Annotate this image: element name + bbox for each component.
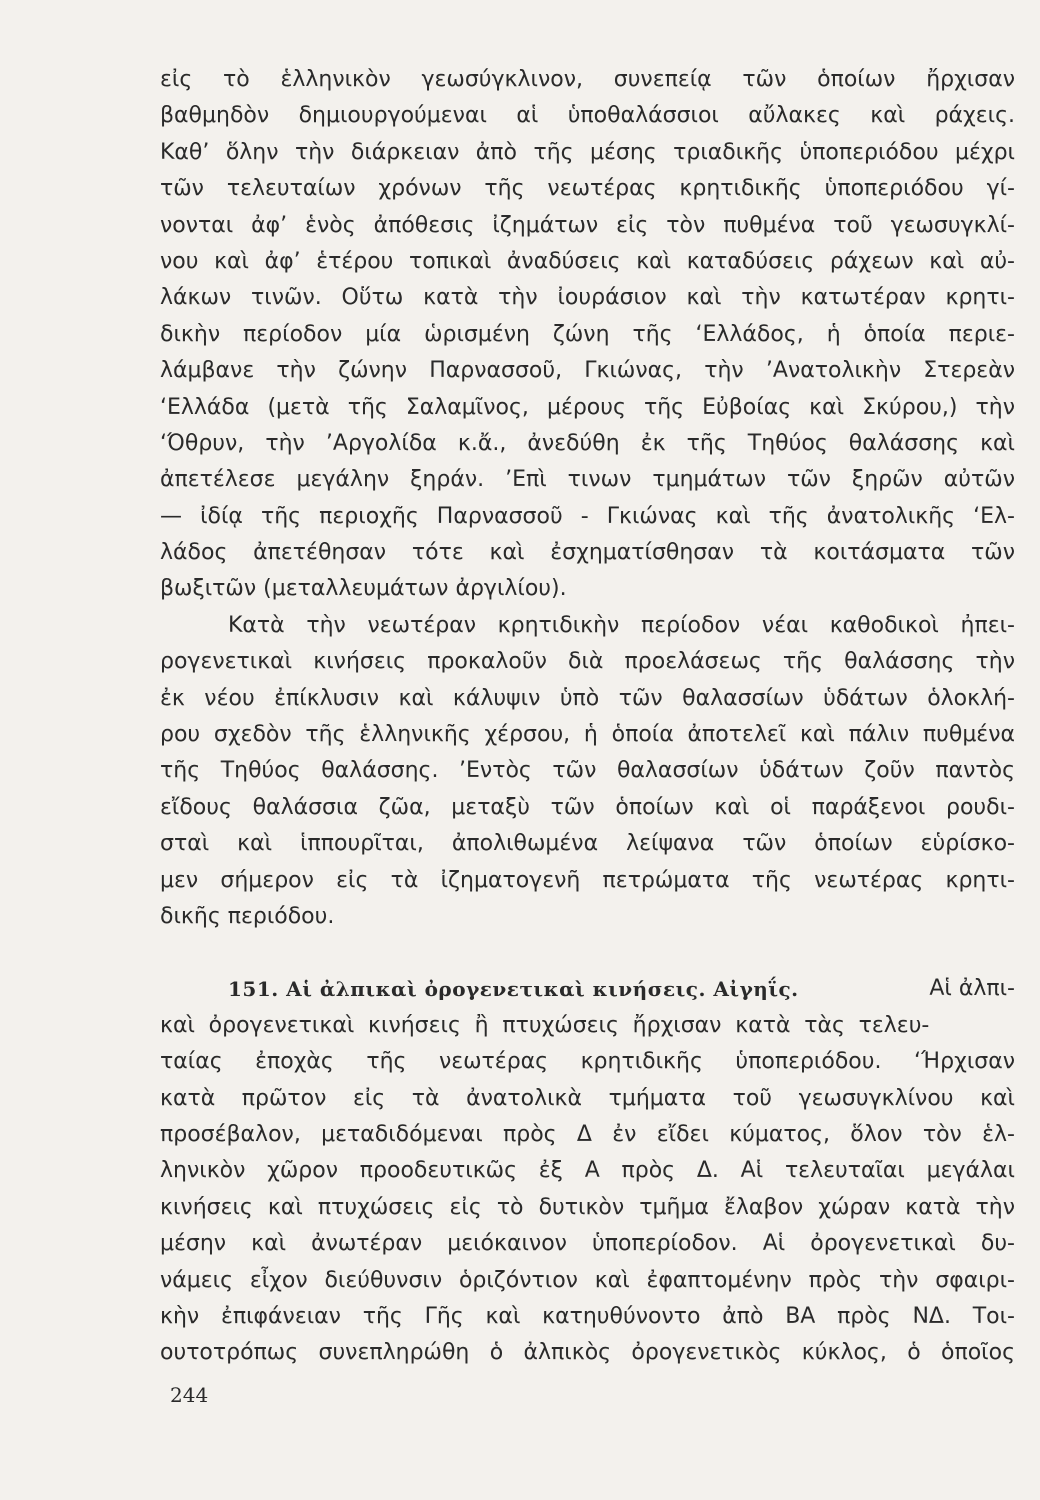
text-line: μέσην καὶ ἀνωτέραν μειόκαινον ὑποπερίοδον. Αἱ ὀρογενετικαὶ δυ- bbox=[160, 1231, 1015, 1257]
section-heading-continuation: Αἱ ἀλπι- bbox=[929, 976, 1015, 1002]
text-line: ‘Ελλάδα (μετὰ τῆς Σαλαμῖνος, μέρους τῆς Εὐβοίας καὶ Σκύρου,) τὴν bbox=[160, 394, 1015, 420]
text-line: σταὶ καὶ ἱππουρῖται, ἀπολιθωμένα λείψανα τῶν ὁποίων εὑρίσκο- bbox=[160, 831, 1015, 857]
text-line: μεν σήμερον εἰς τὰ ἰζηματογενῆ πετρώματα τῆς νεωτέρας κρητι- bbox=[160, 867, 1015, 893]
text-line: προσέβαλον, μεταδιδόμεναι πρὸς Δ ἐν εἴδει κύματος, ὅλον τὸν ἑλ- bbox=[160, 1121, 1015, 1147]
section-151 bbox=[160, 971, 1015, 1371]
text-line: ἐκ νέου ἐπίκλυσιν καὶ κάλυψιν ὑπὸ τῶν θαλασσίων ὑδάτων ὁλοκλή- bbox=[160, 685, 1015, 711]
text-line: ‘Όθρυν, τὴν ’Αργολίδα κ.ἄ., ἀνεδύθη ἐκ τῆς Τηθύος θαλάσσης καὶ bbox=[160, 430, 1015, 456]
text-line: τῶν τελευταίων χρόνων τῆς νεωτέρας κρητιδικῆς ὑποπεριόδου γί- bbox=[160, 176, 1015, 202]
text-line: τῆς Τηθύος θαλάσσης. ’Εντὸς τῶν θαλασσίων ὑδάτων ζοῦν παντὸς bbox=[160, 758, 1015, 784]
page-body bbox=[160, 62, 1015, 1372]
text-line: ρογενετικαὶ κινήσεις προκαλοῦν διὰ προελάσεως τῆς θαλάσσης τὴν bbox=[160, 649, 1015, 675]
text-line: νάμεις εἶχον διεύθυνσιν ὁριζόντιον καὶ ἐφαπτομένην πρὸς τὴν σφαιρι- bbox=[160, 1267, 1015, 1293]
text-line: ρου σχεδὸν τῆς ἑλληνικῆς χέρσου, ἡ ὁποία ἀποτελεῖ καὶ πάλιν πυθμένα bbox=[160, 722, 1015, 748]
section-spacer bbox=[160, 935, 1015, 971]
text-line: Κατὰ τὴν νεωτέραν κρητιδικὴν περίοδον νέαι καθοδικοὶ ἠπει- bbox=[228, 612, 1015, 638]
text-line: ταίας ἐποχὰς τῆς νεωτέρας κρητιδικῆς ὑποπεριόδου. ‘Ήρχισαν bbox=[160, 1049, 1015, 1075]
text-line: κὴν ἐπιφάνειαν τῆς Γῆς καὶ κατηυθύνοντο ἀπὸ ΒΑ πρὸς ΝΔ. Τοι- bbox=[160, 1303, 1015, 1329]
section-heading: 151. Αἱ ἀλπικαὶ ὀρογενετικαὶ κινήσεις. Αἰγηΐς. bbox=[228, 977, 799, 1002]
text-line: δικὴν περίοδον μία ὡρισμένη ζώνη τῆς ‘Ελλάδος, ἡ ὁποία περιε- bbox=[160, 321, 1015, 347]
text-line: λάμβανε τὴν ζώνην Παρνασσοῦ, Γκιώνας, τὴν ’Ανατολικὴν Στερεὰν bbox=[160, 358, 1015, 384]
page-number: 244 bbox=[170, 1383, 209, 1407]
text-line: λάδος ἀπετέθησαν τότε καὶ ἐσχηματίσθησαν τὰ κοιτάσματα τῶν bbox=[160, 540, 1015, 566]
text-line: κινήσεις καὶ πτυχώσεις εἰς τὸ δυτικὸν τμῆμα ἔλαβον χώραν κατὰ τὴν bbox=[160, 1194, 1015, 1220]
text-line: ουτοτρόπως συνεπληρώθη ὁ ἀλπικὸς ὀρογενετικὸς κύκλος, ὁ ὁποῖος bbox=[160, 1340, 1015, 1366]
paragraph-2 bbox=[160, 608, 1015, 936]
text-line: εἴδους θαλάσσια ζῶα, μεταξὺ τῶν ὁποίων καὶ οἱ παράξενοι ρουδι- bbox=[160, 794, 1015, 820]
text-line: ληνικὸν χῶρον προοδευτικῶς ἐξ Α πρὸς Δ. Αἱ τελευταῖαι μεγάλαι bbox=[160, 1158, 1015, 1184]
text-line: — ἰδίᾳ τῆς περιοχῆς Παρνασσοῦ - Γκιώνας καὶ τῆς ἀνατολικῆς ‘Ελ- bbox=[160, 503, 1015, 529]
text-line: δικῆς περιόδου. bbox=[160, 903, 335, 929]
text-line: κατὰ πρῶτον εἰς τὰ ἀνατολικὰ τμήματα τοῦ γεωσυγκλίνου καὶ bbox=[160, 1085, 1015, 1111]
paragraph-1 bbox=[160, 62, 1015, 608]
text-line: νονται ἀφ’ ἑνὸς ἀπόθεσις ἰζημάτων εἰς τὸν πυθμένα τοῦ γεωσυγκλί- bbox=[160, 212, 1015, 238]
text-line: νου καὶ ἀφ’ ἑτέρου τοπικαὶ ἀναδύσεις καὶ καταδύσεις ράχεων καὶ αὐ- bbox=[160, 248, 1015, 274]
text-line: βαθμηδὸν δημιουργούμεναι αἱ ὑποθαλάσσιοι αὔλακες καὶ ράχεις. bbox=[160, 103, 1015, 129]
text-line: εἰς τὸ ἑλληνικὸν γεωσύγκλινον, συνεπείᾳ τῶν ὁποίων ἤρχισαν bbox=[160, 67, 1015, 92]
text-line: λάκων τινῶν. Οὕτω κατὰ τὴν ἰουράσιον καὶ τὴν κατωτέραν κρητι- bbox=[160, 285, 1015, 311]
text-line: Καθ’ ὅλην τὴν διάρκειαν ἀπὸ τῆς μέσης τριαδικῆς ὑποπεριόδου μέχρι bbox=[160, 139, 1015, 165]
text-line: βωξιτῶν (μεταλλευμάτων ἀργιλίου). bbox=[160, 576, 567, 602]
text-line: ἀπετέλεσε μεγάλην ξηράν. ’Επὶ τινων τμημάτων τῶν ξηρῶν αὐτῶν bbox=[160, 467, 1015, 493]
section-heading-line bbox=[160, 971, 1015, 1007]
text-line: καὶ ὀρογενετικαὶ κινήσεις ἢ πτυχώσεις ἤρχισαν κατὰ τὰς τελευ- bbox=[160, 1012, 930, 1038]
